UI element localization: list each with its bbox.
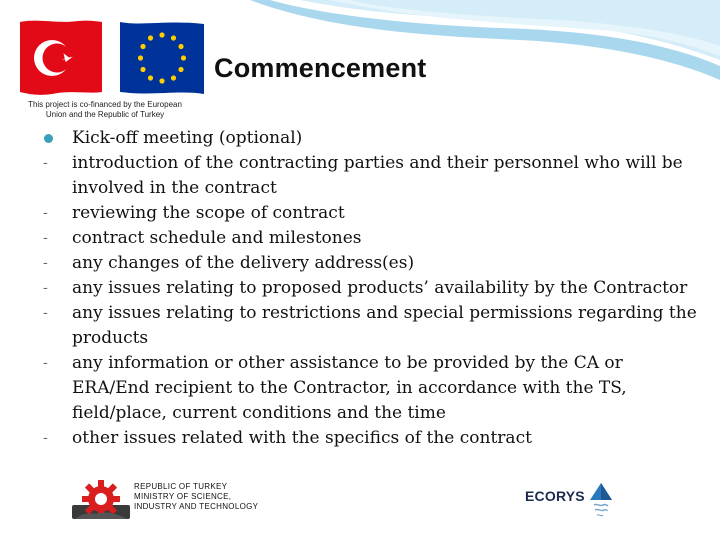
cofinance-line-2: Union and the Republic of Turkey [45, 110, 165, 119]
ministry-line-1: REPUBLIC OF TURKEY [134, 482, 228, 491]
dash-marker: - [43, 205, 48, 221]
dash-marker: - [43, 305, 48, 321]
sub-item-text: any issues relating to restrictions and special permissions regarding the products [72, 303, 697, 348]
sub-item-text: other issues related with the specifics of the contract [72, 428, 532, 448]
dash-marker: - [43, 355, 48, 371]
slide-content [40, 126, 700, 451]
sub-item [40, 201, 700, 226]
header-flags [18, 18, 190, 98]
sub-item [40, 276, 700, 301]
eu-flag-icon [118, 20, 206, 96]
ecorys-wordmark: ECORYS [525, 488, 585, 504]
bullet-icon [44, 134, 53, 143]
sub-item-text: introduction of the contracting parties and their personnel who will be involved in the contract [72, 153, 683, 198]
sub-item [40, 226, 700, 251]
cofinance-line-1: This project is co-financed by the European [28, 100, 182, 109]
sub-item [40, 301, 700, 351]
main-bullet [40, 126, 700, 151]
dash-marker: - [43, 430, 48, 446]
main-bullet-text: Kick-off meeting (optional) [72, 128, 303, 148]
dash-marker: - [43, 155, 48, 171]
ministry-text [134, 482, 258, 512]
dash-marker: - [43, 255, 48, 271]
slide-title: Commencement [214, 53, 427, 83]
sub-item [40, 151, 700, 201]
dash-marker: - [43, 230, 48, 246]
ministry-line-2: MINISTRY OF SCIENCE, [134, 492, 232, 501]
sub-item [40, 251, 700, 276]
sub-item-text: any issues relating to proposed products’ availability by the Contractor [72, 278, 688, 298]
cofinance-note [10, 100, 200, 120]
sub-item-text: any changes of the delivery address(es) [72, 253, 415, 273]
turkey-flag-icon [18, 18, 104, 96]
sub-item-text: any information or other assistance to be provided by the CA or ERA/End recipient to the Contractor, in accordance with the TS, field/place, current conditions and the time [72, 353, 627, 423]
ecorys-logo-icon [589, 481, 613, 521]
sub-item-text: reviewing the scope of contract [72, 203, 345, 223]
sub-item [40, 351, 700, 426]
ministry-line-3: INDUSTRY AND TECHNOLOGY [134, 502, 259, 511]
dash-marker: - [43, 280, 48, 296]
ministry-gear-icon [70, 475, 132, 523]
sub-item [40, 426, 700, 451]
sub-item-text: contract schedule and milestones [72, 228, 362, 248]
